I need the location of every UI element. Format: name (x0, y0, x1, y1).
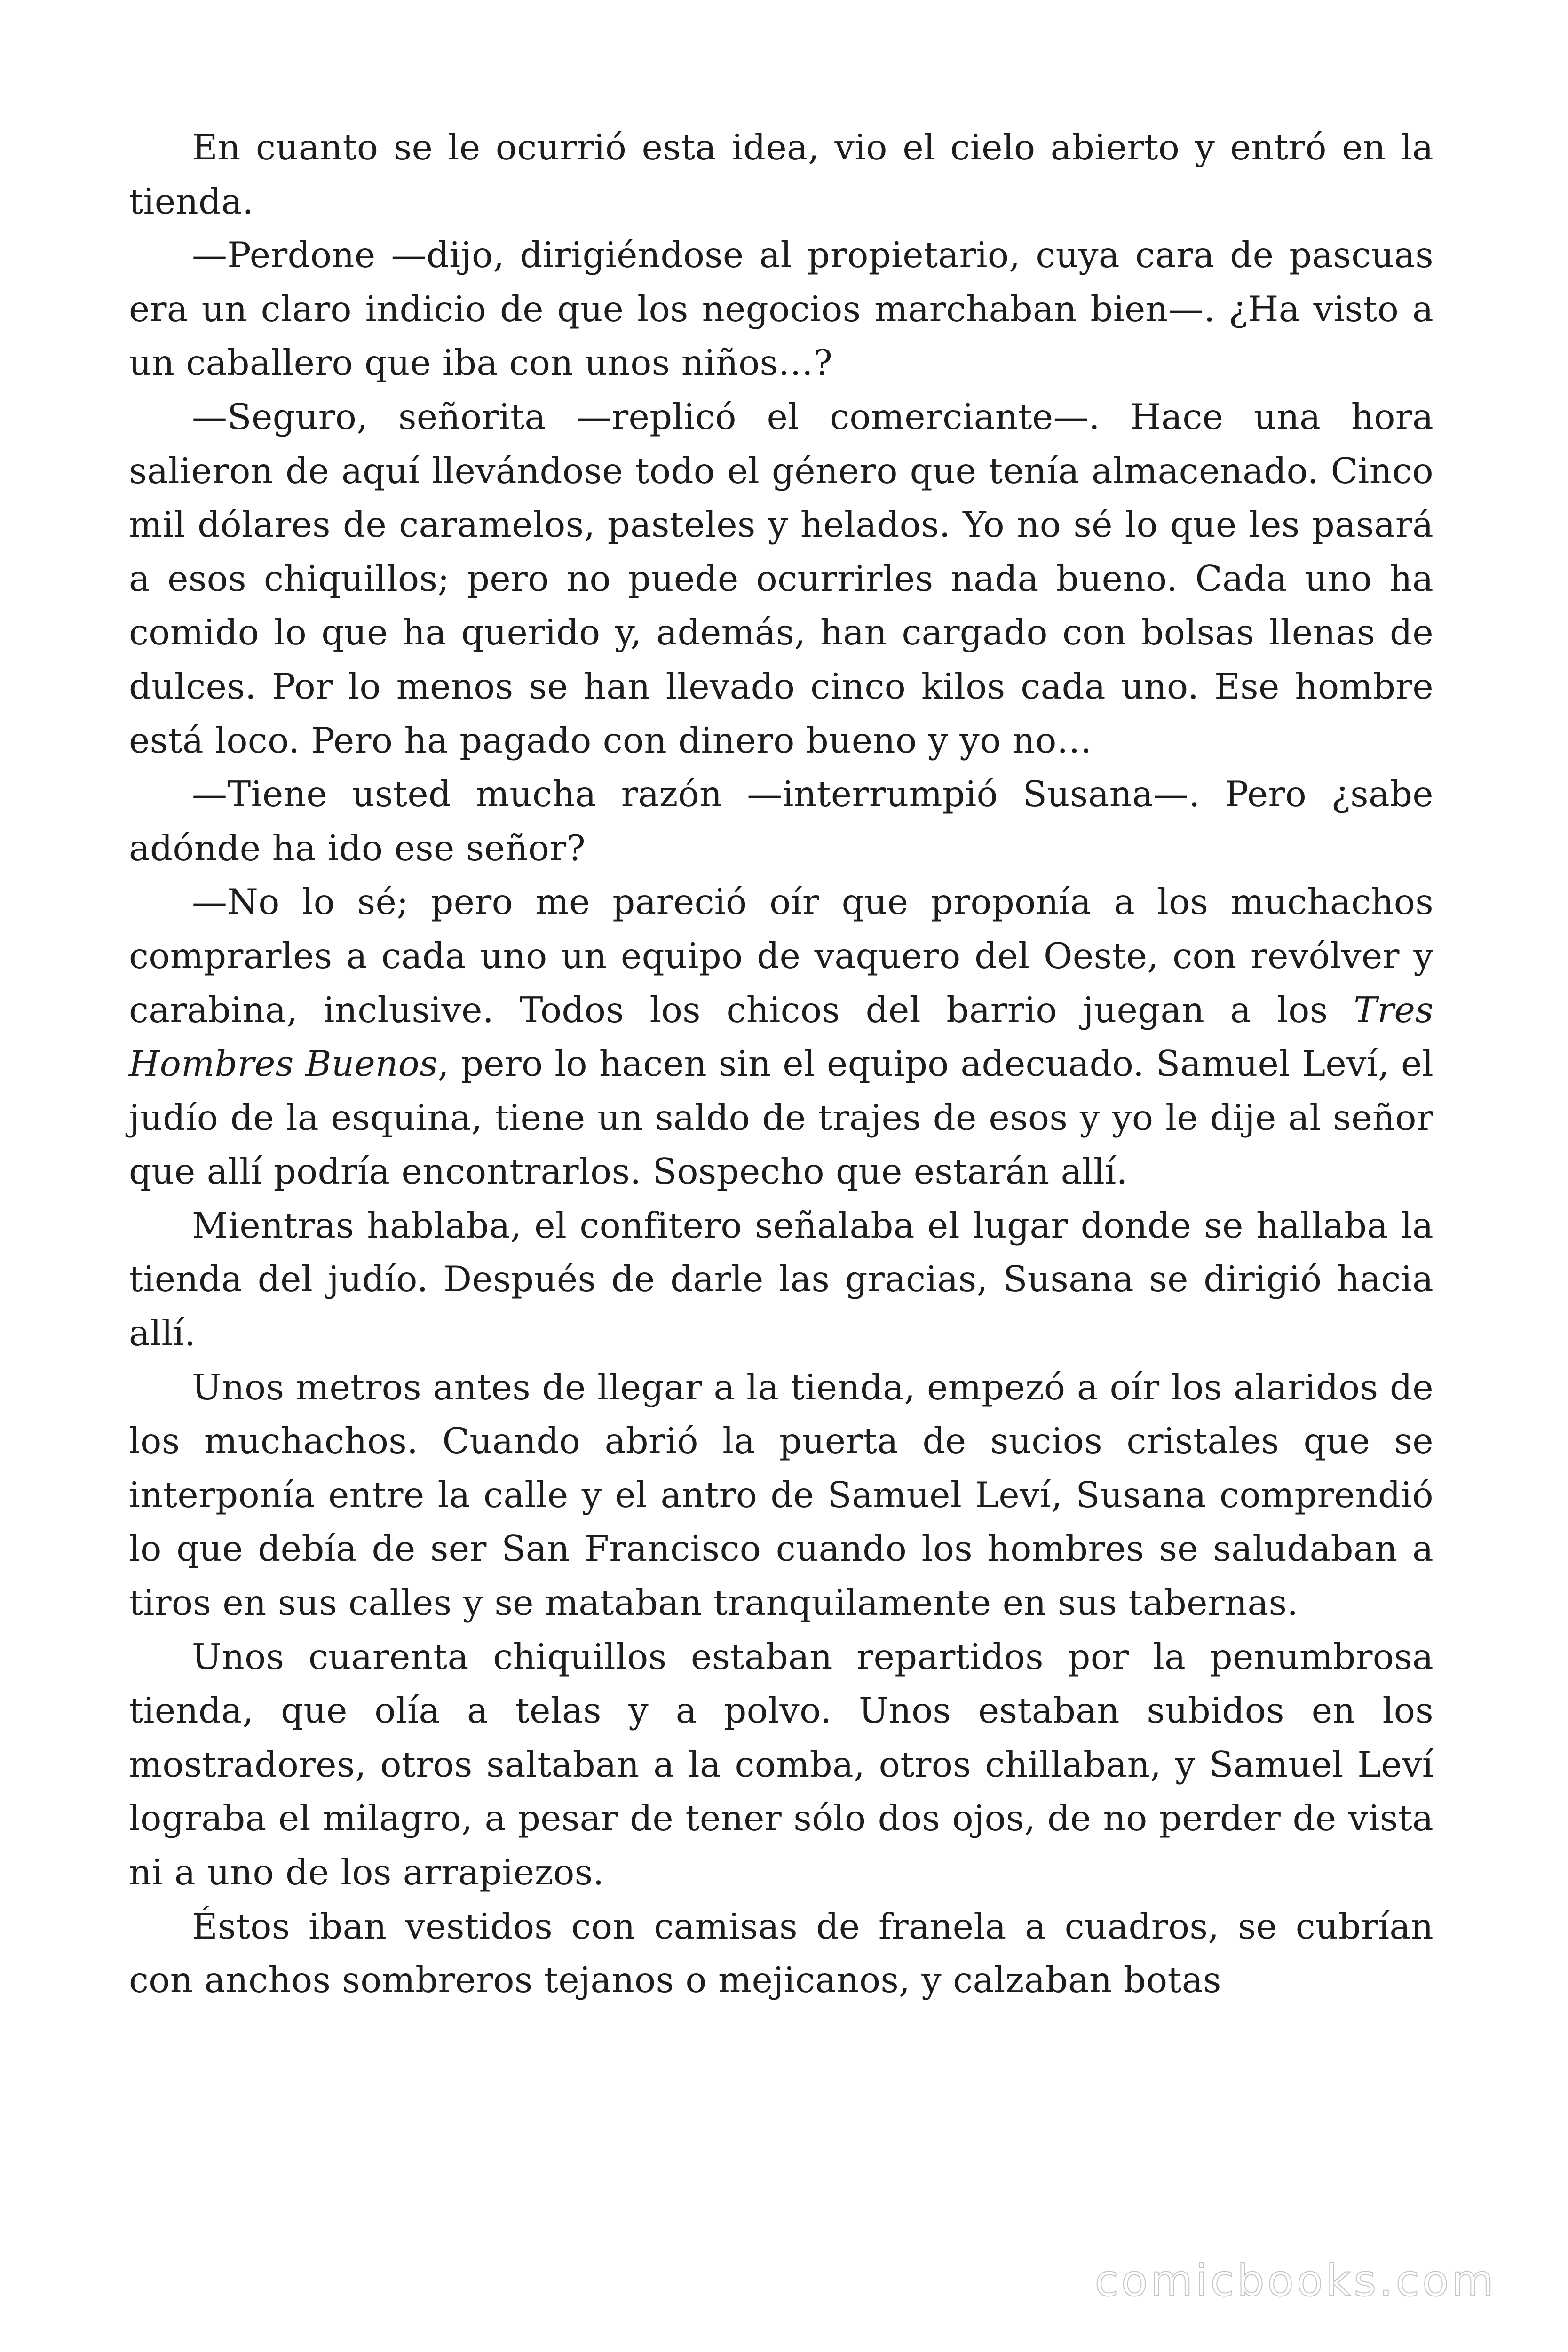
italic-title: Tres Hombres Buenos (129, 989, 1433, 1085)
paragraph: Éstos iban vestidos con camisas de franela a cuadros, se cubrían con anchos sombreros tejanos o mejicanos, y calzaban botas (129, 1905, 1433, 2001)
watermark: comicbooks.com (1094, 2256, 1497, 2306)
paragraph: —Tiene usted mucha razón —interrumpió Susana—. Pero ¿sabe adónde ha ido ese señor? (129, 773, 1433, 869)
paragraph: —Seguro, señorita —replicó el comerciante—. Hace una hora salieron de aquí llevándose todo el género que tenía almacenado. Cinco mil dólares de caramelos, pasteles y helados. Yo no sé lo que les pasará a esos chiquillos; pero no puede ocurrirles nada bueno. Cada uno ha comido lo que ha querido y, además, han cargado con bolsas llenas de dulces. Por lo menos se han llevado cinco kilos cada uno. Ese hombre está loco. Pero ha pagado con dinero bueno y yo no… (129, 396, 1433, 761)
paragraph-text: , pero lo hacen sin el equipo adecuado. Samuel Leví, el judío de la esquina, tiene un saldo de trajes de esos y yo le dije al señor que allí podría encontrarlos. Sospecho que estarán allí. (129, 1043, 1433, 1192)
paragraph: Unos metros antes de llegar a la tienda, empezó a oír los alaridos de los muchachos. Cuando abrió la puerta de sucios cristales que se interponía entre la calle y el antro de Samuel Leví, Susana comprendió lo que debía de ser San Francisco cuando los hombres se saludaban a tiros en sus calles y se mataban tranquilamente en sus tabernas. (129, 1366, 1433, 1624)
paragraph: —Perdone —dijo, dirigiéndose al propietario, cuya cara de pascuas era un claro indicio de que los negocios marchaban bien—. ¿Ha visto a un caballero que iba con unos niños…? (129, 234, 1433, 384)
paragraph: Unos cuarenta chiquillos estaban repartidos por la penumbrosa tienda, que olía a telas y a polvo. Unos estaban subidos en los mostradores, otros saltaban a la comba, otros chillaban, y Samuel Leví lograba el milagro, a pesar de tener sólo dos ojos, de no perder de vista ni a uno de los arrapiezos. (129, 1636, 1433, 1893)
page-text (129, 120, 1433, 2007)
paragraph-text: —No lo sé; pero me pareció oír que proponía a los muchachos comprarles a cada uno un equipo de vaquero del Oeste, con revólver y carabina, inclusive. Todos los chicos del barrio juegan a los (129, 881, 1433, 1031)
paragraph-with-italic (129, 875, 1433, 1199)
paragraph: En cuanto se le ocurrió esta idea, vio el cielo abierto y entró en la tienda. (129, 127, 1433, 222)
paragraph: Mientras hablaba, el confitero señalaba el lugar donde se hallaba la tienda del judío. Después de darle las gracias, Susana se dirigió hacia allí. (129, 1204, 1433, 1354)
